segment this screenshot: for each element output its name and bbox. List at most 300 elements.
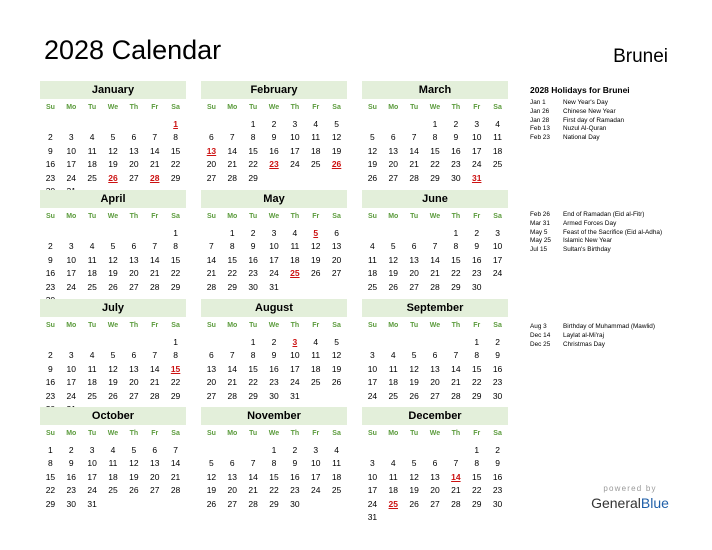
day-cell: 2 <box>271 119 277 129</box>
day-cell: 3 <box>89 445 95 455</box>
month-title: September <box>362 299 508 317</box>
day-cell: 24 <box>310 485 321 496</box>
empty-cell <box>103 118 124 131</box>
day-cell: 17 <box>269 254 279 265</box>
holiday-day: 28 <box>149 172 160 183</box>
day-cell: 22 <box>248 159 258 170</box>
day-cell: 6 <box>432 350 438 361</box>
weekday-label: Fr <box>151 213 159 220</box>
day-cell: 29 <box>269 498 279 509</box>
day-cell: 8 <box>48 458 53 469</box>
weekday-label: Su <box>45 322 55 329</box>
weekday-label: Su <box>367 322 377 329</box>
empty-cell <box>201 118 222 131</box>
day-cell: 8 <box>432 132 438 143</box>
weekday-label: Tu <box>249 104 258 111</box>
holiday-name: End of Ramadan (Eid al-Fitr) <box>563 211 645 218</box>
weekday-label: Sa <box>332 213 341 220</box>
day-cell: 22 <box>170 268 181 279</box>
empty-cell <box>123 118 144 131</box>
day-cell: 28 <box>409 172 419 183</box>
day-cell: 10 <box>367 363 378 374</box>
day-cell: 1 <box>474 337 480 347</box>
day-cell: 17 <box>87 471 97 482</box>
day-cell: 27 <box>206 172 217 183</box>
day-cell: 25 <box>310 159 321 170</box>
holiday-entry <box>530 211 705 220</box>
day-cell: 29 <box>451 281 461 292</box>
day-cell: 24 <box>66 390 76 401</box>
day-cell: 20 <box>388 159 398 170</box>
day-cell: 28 <box>170 485 181 496</box>
month-title: March <box>362 81 508 99</box>
holiday-date: Feb 26 <box>530 211 550 218</box>
day-cell: 7 <box>229 350 235 361</box>
day-cell: 23 <box>66 485 76 496</box>
day-cell: 19 <box>310 254 321 265</box>
day-cell: 12 <box>331 132 342 143</box>
day-cell: 26 <box>310 268 321 279</box>
weekday-label: Sa <box>332 104 341 111</box>
holiday-name: Islamic New Year <box>563 237 613 245</box>
holiday-day: 23 <box>269 159 279 170</box>
weekday-header <box>362 428 508 440</box>
weekday-label: We <box>429 430 441 437</box>
day-cell: 26 <box>129 485 139 496</box>
day-cell: 15 <box>471 363 482 374</box>
day-cell: 15 <box>248 363 258 374</box>
brand-general: General <box>591 495 641 511</box>
weekday-label: Su <box>206 213 216 220</box>
day-cell: 1 <box>271 445 277 455</box>
weekday-label: Fr <box>473 213 481 220</box>
day-cell: 1 <box>173 337 178 347</box>
day-cell: 9 <box>48 145 53 156</box>
weekday-label: Tu <box>88 322 97 329</box>
day-cell: 30 <box>66 498 76 509</box>
weekday-label: Fr <box>151 430 159 437</box>
day-cell: 29 <box>471 390 482 401</box>
day-cell: 7 <box>173 445 178 455</box>
day-cell: 19 <box>409 377 419 388</box>
day-cell: 19 <box>388 268 398 279</box>
day-cell: 11 <box>388 471 398 482</box>
day-cell: 15 <box>45 471 56 482</box>
day-cell: 27 <box>409 281 419 292</box>
day-cell: 24 <box>367 390 378 401</box>
day-cell: 12 <box>108 363 118 374</box>
weekday-label: Mo <box>66 430 77 437</box>
day-cell: 14 <box>206 254 217 265</box>
empty-cell <box>103 336 124 349</box>
holiday-name: Birthday of Muhammad (Mawlid) <box>563 323 655 330</box>
weekday-label: We <box>107 213 119 220</box>
day-cell: 25 <box>87 281 97 292</box>
empty-cell <box>61 227 82 240</box>
empty-cell <box>201 444 222 457</box>
weekday-label: We <box>429 322 441 329</box>
day-cell: 26 <box>108 281 118 292</box>
weekday-label: Fr <box>473 322 481 329</box>
day-cell: 4 <box>390 458 396 469</box>
day-cell: 6 <box>390 132 396 143</box>
day-cell: 3 <box>313 445 319 455</box>
day-grid <box>362 336 508 403</box>
day-cell: 11 <box>108 458 118 469</box>
day-cell: 28 <box>149 390 160 401</box>
day-grid <box>201 227 347 294</box>
day-grid <box>201 444 347 511</box>
holiday-entry <box>530 108 705 117</box>
day-grid <box>40 118 186 198</box>
weekday-label: Mo <box>388 213 399 220</box>
day-cell: 1 <box>48 445 53 455</box>
holiday-date: Dec 25 <box>530 340 551 348</box>
day-cell: 10 <box>310 458 321 469</box>
day-cell: 18 <box>87 268 97 279</box>
day-cell: 9 <box>68 458 74 469</box>
day-cell: 26 <box>367 172 378 183</box>
day-cell: 4 <box>110 445 116 455</box>
day-cell: 21 <box>227 159 237 170</box>
day-grid <box>362 118 508 185</box>
weekday-label: Tu <box>88 430 97 437</box>
weekday-label: Mo <box>227 213 238 220</box>
day-cell: 16 <box>492 363 503 374</box>
day-cell: 5 <box>209 458 214 469</box>
day-cell: 20 <box>206 377 217 388</box>
day-cell: 14 <box>227 145 237 156</box>
holiday-list <box>530 211 705 255</box>
holiday-name: Sultan's Birthday <box>563 246 611 254</box>
empty-cell <box>425 227 446 240</box>
day-cell: 5 <box>334 119 339 129</box>
day-cell: 14 <box>149 363 160 374</box>
day-cell: 16 <box>45 377 56 388</box>
day-cell: 10 <box>66 145 76 156</box>
day-cell: 8 <box>173 350 178 361</box>
weekday-label: Su <box>45 430 55 437</box>
month-november <box>201 407 347 511</box>
day-cell: 16 <box>451 145 461 156</box>
day-cell: 27 <box>430 390 440 401</box>
day-cell: 9 <box>474 241 480 252</box>
day-cell: 23 <box>45 281 56 292</box>
day-cell: 4 <box>390 350 396 361</box>
day-cell: 11 <box>332 458 341 469</box>
day-cell: 13 <box>331 241 342 252</box>
holiday-list-title: 2028 Holidays for Brunei <box>530 85 630 95</box>
day-cell: 27 <box>227 498 237 509</box>
weekday-label: Th <box>129 104 139 111</box>
day-cell: 30 <box>248 281 258 292</box>
day-cell: 2 <box>292 445 298 455</box>
day-cell: 7 <box>411 132 417 143</box>
weekday-label: Th <box>129 322 139 329</box>
empty-cell <box>362 227 383 240</box>
weekday-label: Fr <box>312 213 320 220</box>
holiday-entry <box>530 332 705 341</box>
weekday-header <box>40 211 186 223</box>
day-cell: 20 <box>129 159 139 170</box>
day-cell: 3 <box>292 119 298 129</box>
day-cell: 4 <box>370 241 375 252</box>
day-cell: 9 <box>48 254 53 265</box>
weekday-label: Su <box>206 322 216 329</box>
weekday-label: Tu <box>88 104 97 111</box>
day-cell: 28 <box>227 390 237 401</box>
day-cell: 26 <box>331 377 342 388</box>
weekday-label: Su <box>367 104 377 111</box>
holiday-day: 1 <box>173 119 178 129</box>
day-cell: 19 <box>367 159 378 170</box>
empty-cell <box>82 227 103 240</box>
day-cell: 22 <box>430 159 440 170</box>
day-cell: 8 <box>229 241 235 252</box>
day-cell: 11 <box>290 241 300 252</box>
day-cell: 18 <box>367 268 378 279</box>
day-cell: 21 <box>409 159 419 170</box>
day-cell: 14 <box>149 254 160 265</box>
weekday-label: Su <box>367 213 377 220</box>
day-cell: 12 <box>108 145 118 156</box>
empty-cell <box>404 118 425 131</box>
day-cell: 23 <box>248 268 258 279</box>
day-cell: 2 <box>48 241 53 252</box>
empty-cell <box>144 227 165 240</box>
month-title: June <box>362 190 508 208</box>
day-cell: 22 <box>471 485 482 496</box>
day-cell: 5 <box>370 132 375 143</box>
day-cell: 9 <box>495 350 500 361</box>
day-cell: 9 <box>271 350 277 361</box>
weekday-header <box>362 211 508 223</box>
weekday-label: Su <box>45 104 55 111</box>
weekday-label: Tu <box>249 213 258 220</box>
day-cell: 3 <box>271 228 277 238</box>
day-cell: 6 <box>209 132 214 143</box>
day-cell: 1 <box>250 337 256 347</box>
day-cell: 7 <box>152 241 158 252</box>
day-cell: 8 <box>250 132 256 143</box>
day-cell: 28 <box>451 498 461 509</box>
day-cell: 5 <box>131 445 137 455</box>
holiday-date: Mar 31 <box>530 219 550 227</box>
day-cell: 20 <box>227 485 237 496</box>
day-cell: 28 <box>206 281 217 292</box>
day-cell: 28 <box>451 390 461 401</box>
day-cell: 7 <box>453 350 459 361</box>
holiday-entry <box>530 246 705 255</box>
day-cell: 14 <box>149 145 160 156</box>
empty-cell <box>383 444 404 457</box>
day-cell: 19 <box>331 363 342 374</box>
weekday-label: We <box>107 104 119 111</box>
weekday-header <box>201 428 347 440</box>
month-august <box>201 299 347 403</box>
day-cell: 4 <box>89 132 95 143</box>
page-title: 2028 Calendar <box>44 35 222 65</box>
day-cell: 8 <box>453 241 459 252</box>
brand-name <box>588 494 672 512</box>
day-cell: 7 <box>152 132 158 143</box>
day-cell: 24 <box>66 281 76 292</box>
day-cell: 19 <box>108 268 118 279</box>
weekday-label: Th <box>290 213 300 220</box>
country-name: Brunei <box>613 46 668 67</box>
month-title: February <box>201 81 347 99</box>
holiday-date: Jan 28 <box>530 116 550 124</box>
weekday-label: We <box>268 213 280 220</box>
day-cell: 17 <box>66 377 76 388</box>
empty-cell <box>404 336 425 349</box>
day-cell: 21 <box>451 377 461 388</box>
day-cell: 20 <box>206 159 217 170</box>
day-cell: 14 <box>430 254 440 265</box>
day-cell: 5 <box>110 350 116 361</box>
day-cell: 3 <box>370 350 375 361</box>
day-cell: 6 <box>334 228 339 238</box>
day-cell: 28 <box>227 172 237 183</box>
day-cell: 1 <box>432 119 438 129</box>
day-cell: 18 <box>310 145 321 156</box>
holiday-list <box>530 84 705 143</box>
weekday-label: Th <box>129 430 139 437</box>
empty-cell <box>383 118 404 131</box>
empty-cell <box>362 118 383 131</box>
day-cell: 23 <box>492 377 503 388</box>
weekday-label: We <box>268 104 280 111</box>
day-cell: 13 <box>129 145 139 156</box>
holiday-date: May 25 <box>530 237 551 245</box>
month-september <box>362 299 508 403</box>
month-may <box>201 190 347 294</box>
day-cell: 26 <box>388 281 398 292</box>
holiday-entry <box>530 125 705 134</box>
month-title: July <box>40 299 186 317</box>
empty-cell <box>123 227 144 240</box>
day-cell: 12 <box>108 254 118 265</box>
day-cell: 12 <box>409 363 419 374</box>
holiday-entry <box>530 220 705 229</box>
day-cell: 11 <box>87 145 97 156</box>
month-title: October <box>40 407 186 425</box>
day-cell: 1 <box>474 445 480 455</box>
day-cell: 22 <box>451 268 461 279</box>
day-cell: 31 <box>269 281 279 292</box>
day-cell: 26 <box>409 390 419 401</box>
weekday-label: Fr <box>473 104 481 111</box>
day-cell: 7 <box>229 132 235 143</box>
weekday-label: Tu <box>410 430 419 437</box>
weekday-label: Th <box>451 213 461 220</box>
day-cell: 10 <box>367 471 378 482</box>
day-cell: 30 <box>269 390 279 401</box>
empty-cell <box>243 444 264 457</box>
empty-cell <box>222 444 243 457</box>
day-cell: 16 <box>492 471 503 482</box>
weekday-label: Su <box>45 213 55 220</box>
day-cell: 2 <box>48 350 53 361</box>
weekday-label: Fr <box>151 104 159 111</box>
holiday-day: 5 <box>313 228 319 238</box>
month-june <box>362 190 508 294</box>
holiday-name: Laylat al-Mi'raj <box>563 331 604 339</box>
weekday-header <box>201 211 347 223</box>
day-cell: 25 <box>367 281 378 292</box>
weekday-label: Su <box>206 104 216 111</box>
day-cell: 22 <box>170 377 181 388</box>
day-cell: 1 <box>453 228 459 238</box>
day-cell: 29 <box>227 281 237 292</box>
day-cell: 13 <box>430 363 440 374</box>
day-cell: 17 <box>310 471 321 482</box>
holiday-entry <box>530 134 705 143</box>
day-cell: 10 <box>290 350 300 361</box>
day-cell: 27 <box>388 172 398 183</box>
day-cell: 27 <box>129 390 139 401</box>
weekday-label: Sa <box>493 213 502 220</box>
day-cell: 4 <box>313 119 319 129</box>
day-cell: 13 <box>206 363 217 374</box>
day-cell: 27 <box>129 172 139 183</box>
holiday-day: 31 <box>471 172 482 183</box>
weekday-header <box>40 102 186 114</box>
weekday-label: Tu <box>410 322 419 329</box>
day-cell: 30 <box>471 281 482 292</box>
weekday-header <box>40 428 186 440</box>
holiday-date: Aug 3 <box>530 323 547 330</box>
weekday-label: We <box>429 213 441 220</box>
month-january <box>40 81 186 198</box>
weekday-label: Mo <box>227 104 238 111</box>
day-cell: 27 <box>430 498 440 509</box>
holiday-name: Christmas Day <box>563 340 605 348</box>
day-cell: 2 <box>495 337 500 347</box>
day-cell: 10 <box>66 363 76 374</box>
holiday-date: Feb 13 <box>530 125 550 133</box>
day-cell: 8 <box>173 241 178 252</box>
day-cell: 21 <box>149 159 160 170</box>
day-cell: 7 <box>453 458 459 469</box>
day-cell: 2 <box>271 337 277 347</box>
day-cell: 15 <box>430 145 440 156</box>
day-cell: 6 <box>131 350 137 361</box>
day-cell: 18 <box>310 363 321 374</box>
day-cell: 15 <box>471 471 482 482</box>
day-grid <box>40 444 186 511</box>
empty-cell <box>404 444 425 457</box>
day-cell: 20 <box>430 377 440 388</box>
month-title: January <box>40 81 186 99</box>
day-cell: 10 <box>492 241 503 252</box>
day-cell: 8 <box>271 458 277 469</box>
day-cell: 5 <box>390 241 396 252</box>
day-cell: 15 <box>170 145 181 156</box>
weekday-label: Tu <box>88 213 97 220</box>
weekday-label: Sa <box>171 104 180 111</box>
day-cell: 18 <box>87 377 97 388</box>
day-cell: 10 <box>87 458 97 469</box>
day-cell: 30 <box>290 498 300 509</box>
day-cell: 22 <box>45 485 56 496</box>
day-cell: 2 <box>48 132 53 143</box>
weekday-label: We <box>268 322 280 329</box>
day-cell: 16 <box>45 159 56 170</box>
empty-cell <box>445 336 466 349</box>
day-cell: 12 <box>310 241 321 252</box>
day-cell: 20 <box>430 485 440 496</box>
